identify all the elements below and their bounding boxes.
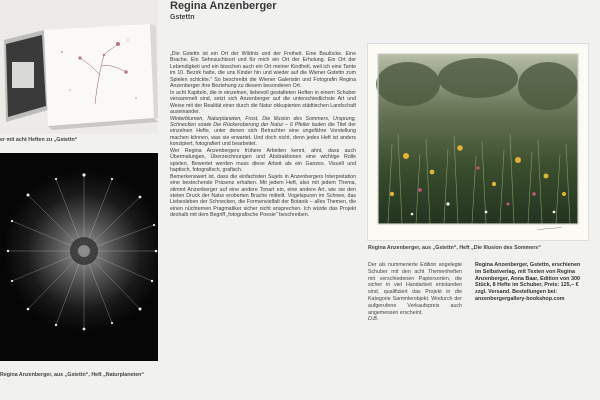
body-text: lauten die Titel der einzelnen Hefte, unter denen sich Betrachter eine ungefähre Vorstellung machen können, was sie erwartet. Und doch nicht, denn jedes Heft ist anders konzipiert, fotografiert und bearbeitet. [170, 121, 356, 148]
body-paragraph: Wer Regina Anzenbergers frühere Arbeiten kennt, ahnt, dass auch Übermalungen, Überzeichnungen und Abstraktionen eine wichtige Rolle spielen. Bewertet werden muss diese Arbeit als ein Ganzes. Visuell und haptisch, fotografisch, grafisch. [170, 147, 356, 174]
photo3-caption: Regina Anzenberger, aus „Gstettn“, Heft „Die Illusion des Sommers“ [368, 245, 541, 251]
body-paragraph: Bemerkenswert ist, dass die einfachsten Sujets in Anzenbergers Interpretation eine bestechende Präsenz erhalten. Mit jedem Heft, also mit jedem Thema, stimmt Anzenberger auf eine andere Tonart ein, eine andere Art, wie sie den steten Druck der Natur eroberten Brache mitteilt. Vogelspuren im Schnee, das Liebesleben der Schnecken, die Formenvielfalt der Botanik – alles Themen, die einen nüchternen Pragmatiker sicher nicht ansprechen. Ich würde das Projekt deshalb mit dem Begriff „fotografische Poesie“ beschreiben. [170, 173, 356, 219]
meadow-illustration [368, 44, 588, 240]
booklet-titles: Winterblumen, Naturplaneten, Frost, Die Illusion des Sommers, Ursprung, Schnecken sowie Die Rückeroberung der Natur – 6 Pfeiler [170, 115, 356, 128]
photo-book-box [0, 0, 158, 134]
article-subtitle: Gstettn [170, 14, 195, 21]
photo1-caption: er mit acht Heften zu „Gstettn“ [0, 137, 78, 143]
edition-paragraph: Der als nummerierte Edition angelegte Schuber mit den acht Themenheften mit verschiedenen Papiersorten, die sicher in viel Handarbeit entstanden sind, qualifiziert das Projekt in die Kategorie Sammlerobjekt. Wodurch der aufgerufene Verkaufspreis auch angemessen erscheint. [368, 262, 462, 316]
author-signature: D.B. [368, 316, 379, 323]
dandelion-planet-illustration [0, 153, 158, 361]
photo-illusion-des-sommers [368, 44, 588, 240]
edition-text [368, 262, 462, 323]
article-body [170, 51, 356, 219]
book-box-illustration [0, 0, 158, 134]
publication-details: Regina Anzenberger, Gstettn, erschienen im Selbstverlag, mit Texten von Regina Anzenberger, Anna Baar, Edition von 300 Stück, 8 Hefte im Schuber, Preis: 125,– € zzgl. Versand. Bestellungen bei: anzenbergergallery-bookshop.com [475, 262, 581, 302]
body-paragraph: In acht Kapiteln, die in einzelnen, liebevoll gestalteten Heften in einem Schuber versammelt sind, setzt sich Anzenberger auf die unterschiedlichste Art und Weise mit der Realität einer durch die Natur okkupierten städtischen Landschaft auseinander. [170, 89, 356, 116]
article-title: Regina Anzenberger [170, 0, 277, 12]
publication-info [475, 262, 588, 303]
body-paragraph: „Die Gstettn ist ein Ort der Wildnis und der Freiheit. Eine Baulücke. Eine Brache. Ein Sehnsuchtsort und für mich ein Ort der Erholung. Ein Ort der Lebendigkeit und ein bisschen auch ein Ort meiner Kindheit, weil ich eine Tante im 10. Bezirk hatte, die uns Kinder hin und wieder auf die Wiener Gstettn zum Spielen schickte.“ So beschreibt die Wiener Galeristin und Fotografin Regina Anzenberger ihre Beziehung zu diesem besonderen Ort. [170, 51, 356, 90]
photo2-caption: Regina Anzenberger, aus „Gstettn“, Heft „Naturplaneten“ [0, 372, 145, 378]
photo-naturplaneten [0, 153, 158, 361]
body-paragraph [170, 116, 356, 148]
article-header [170, 0, 277, 22]
